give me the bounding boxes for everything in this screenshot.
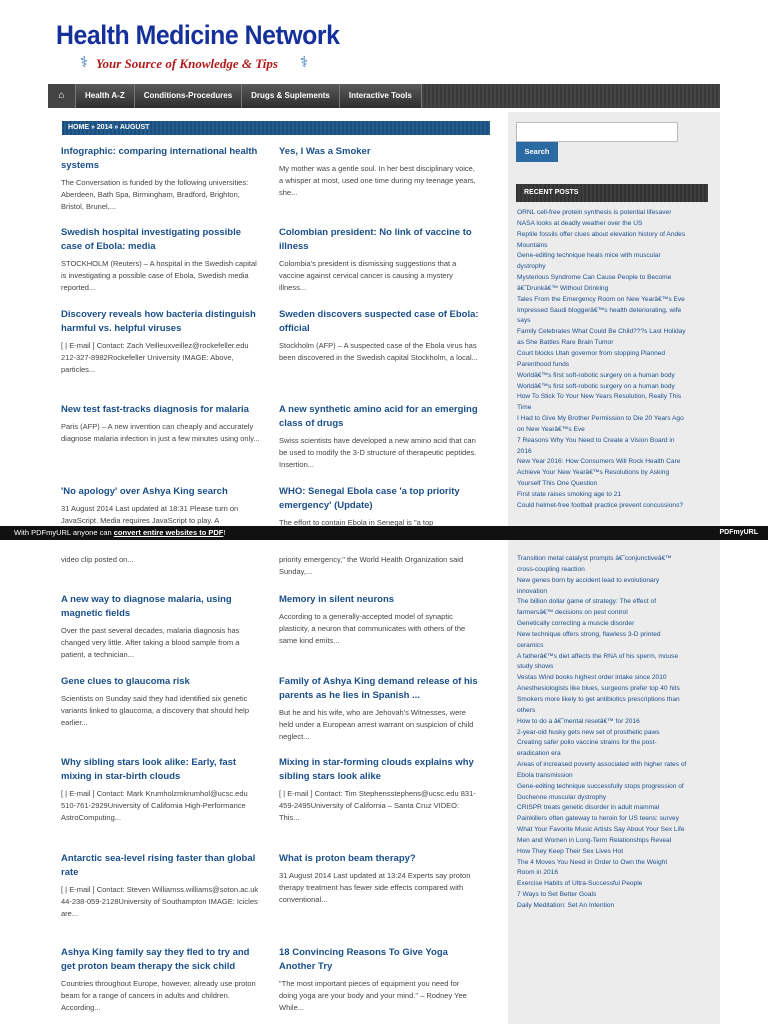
article-item [61,675,261,730]
article-item [61,756,261,825]
recent-post-link[interactable]: Genetically correcting a muscle disorder [517,620,635,628]
recent-post-link[interactable]: Time [517,404,532,412]
nav-interactive-tools[interactable]: Interactive Tools [340,84,422,108]
article-excerpt: [ | E-mail ] Contact: Tim Stephensstephens@ucsc.edu 831-459-2495University of California – Santa Cruz VIDEO: This... [279,789,476,823]
recent-post-link[interactable]: ORNL cell-free protein synthesis is potential lifesaver [517,209,672,216]
recent-post-link[interactable]: Vestas Wind books highest order intake since 2010 [517,674,667,682]
recent-post-link[interactable]: The billion dollar game of strategy: The effect of [517,598,657,606]
article-title[interactable]: Yes, I Was a Smoker [279,146,371,157]
pdfmyurl-banner [0,526,768,540]
article-item [279,145,479,200]
article-item [279,675,479,744]
article-excerpt: Scientists on Sunday said they had identified six genetic variants linked to glaucoma, a discovery that should help earlier... [61,694,250,728]
caduceus-icon: ⚕ [300,53,309,71]
nav-spacer [422,84,720,108]
article-item [279,308,479,364]
article-item [279,756,479,825]
article-excerpt: [ | E-mail ] Contact: Mark Krumholzmkrumhol@ucsc.edu 510-761-2929University of California High-Performance AstroComputing... [61,789,248,823]
article-excerpt: STOCKHOLM (Reuters) – A hospital in the Swedish capital is investigating a possible case of Ebola, Swedish media reported... [61,259,257,293]
article-title[interactable]: WHO: Senegal Ebola case 'a top priority emergency' (Update) [279,486,460,511]
recent-post-link[interactable]: First state raises smoking age to 21 [517,490,622,498]
recent-post-link[interactable]: Worldâ€™s first soft-robotic surgery on a human body [517,371,675,379]
article-excerpt: [ | E-mail ] Contact: Steven Williamss.williams@soton.ac.uk 44-238-059-2128University of Southampton IMAGE: Icicles are... [61,885,259,919]
main-nav [48,84,720,108]
article-excerpt: [ | E-mail ] Contact: Zach Veilleuxveillez@rockefeller.edu 212-327-8982Rockefeller University IMAGE: Above, particles... [61,341,249,375]
recent-post-link[interactable]: Gene-editing technique heals mice with muscular [517,252,661,260]
recent-post-link[interactable]: â€˜Drunkâ€™ Without Drinking [517,284,609,292]
article-excerpt: Paris (AFP) – A new invention can cheaply and accurately diagnose malaria infection in just a few minutes using only... [61,422,260,444]
recent-post-link[interactable]: Room in 2016 [517,869,559,877]
pdfmyurl-logo[interactable]: PDFmyURL [719,529,758,536]
article-title[interactable]: What is proton beam therapy? [279,853,416,864]
recent-post-link[interactable]: Tales From the Emergency Room on New Yearâ€™s Eve [517,295,685,303]
recent-post-link[interactable]: Areas of increased poverty associated with higher rates of [517,761,687,769]
recent-post-link[interactable]: 7 Ways to Set Better Goals [517,891,597,899]
recent-post-link[interactable]: Yourself This One Question [517,480,598,488]
caduceus-icon: ⚕ [80,53,89,71]
recent-post-link[interactable]: says [517,317,531,325]
article-excerpt: My mother was a gentle soul. In her best disciplinary voice, a whisper at most, used one time during my teenage years, she... [279,164,476,198]
recent-post-link[interactable]: Worldâ€™s first soft-robotic surgery on a human body [517,382,675,390]
nav-drugs-suplements[interactable]: Drugs & Suplements [242,84,340,108]
article-item [279,403,479,472]
recent-post-link[interactable]: New genes born by accident lead to evolutionary [517,576,660,584]
site-title[interactable]: Health Medicine Network [56,20,340,50]
recent-post-link[interactable]: Achieve Your New Yearâ€™s Resolutions by Asking [517,469,670,477]
article-item [279,593,479,648]
article-excerpt: Swiss scientists have developed a new amino acid that can be used to modify the 3-D structure of therapeutic peptides. Insertion... [279,436,477,470]
article-title[interactable]: Why sibling stars look alike: Early, fast mixing in star-birth clouds [61,757,237,782]
recent-post-link[interactable]: Court blocks Utah governor from stopping Planned [517,349,666,357]
article-item [61,485,261,526]
search-button[interactable]: Search [516,142,558,162]
recent-post-link[interactable]: innovation [517,587,548,595]
article-title[interactable]: A new way to diagnose malaria, using magnetic fields [61,594,232,619]
article-title[interactable]: A new synthetic amino acid for an emerging class of drugs [279,404,478,429]
article-excerpt: The effort to contain Ebola in Senegal is "a top [279,518,434,526]
article-excerpt: The Conversation is funded by the following universities: Aberdeen, Bath Spa, Birmingham, Bradford, Brighton, Bristol, Brunel,... [61,178,249,212]
article-title[interactable]: Ashya King family say they fled to try and get proton beam therapy the sick child [61,947,250,972]
article-title[interactable]: Sweden discovers suspected case of Ebola: official [279,309,479,334]
recent-post-link[interactable]: NASA looks at deadly weather over the US [517,219,643,227]
recent-posts-heading: RECENT POSTS [516,184,708,202]
recent-post-link[interactable]: Transition metal catalyst prompts â€˜conjunctiveâ€™ [517,555,672,562]
article-excerpt: Countries throughout Europe, however, already use proton beam for a range of cancers in adults and children. According... [61,979,256,1013]
recent-post-link[interactable]: New technique offers strong, flawless 3-D printed [517,630,661,638]
article-title[interactable]: Family of Ashya King demand release of his parents as he lies in Spanish ... [279,676,478,701]
recent-post-link[interactable]: Men and Women in Long-Term Relationships Reveal [517,836,672,844]
recent-post-link[interactable]: Mysterious Syndrome Can Cause People to Become [517,274,672,282]
site-header [0,0,768,84]
article-item [279,946,479,1024]
article-item [61,852,261,921]
recent-post-link[interactable]: Mountains [517,241,548,249]
recent-post-link[interactable]: The 4 Moves You Need in Order to Own the Weight [517,858,668,866]
article-item [279,226,479,295]
recent-post-link[interactable]: Impressed Saudi bloggerâ€™s health deteriorating, wife [517,306,682,314]
recent-post-link[interactable]: 2016 [517,447,532,455]
recent-post-link[interactable]: dystrophy [517,263,546,271]
recent-post-link[interactable]: Smokers more likely to get antibiotics prescriptions than [517,695,680,703]
recent-post-link[interactable]: Could helmet-free football practice prevent concussions? [517,501,684,509]
recent-post-link[interactable]: others [517,706,536,714]
recent-post-link[interactable]: study shows [517,663,554,671]
article-excerpt: priority emergency," the World Health Organization said Sunday,... [279,555,464,577]
recent-post-link[interactable]: on New Yearâ€™s Eve [517,425,585,433]
article-title[interactable]: Antarctic sea-level rising faster than global rate [61,853,256,878]
article-title[interactable]: Memory in silent neurons [279,594,395,605]
recent-posts-list-continued [517,554,713,912]
nav-home[interactable] [48,84,76,108]
article-title[interactable]: 'No apology' over Ashya King search [61,486,228,497]
recent-posts-list [517,208,713,512]
recent-post-link[interactable]: ceramics [517,641,544,649]
recent-post-link[interactable]: eradication era [517,750,561,758]
recent-post-link[interactable]: Painkillers often gateway to heroin for US teens: survey [517,815,679,823]
article-excerpt: video clip posted on... [61,555,134,564]
article-excerpt: Stockholm (AFP) – A suspected case of the Ebola virus has been discovered in the Swedish capital Stockholm, a local... [279,341,478,363]
nav-conditions-procedures[interactable]: Conditions-Procedures [135,84,242,108]
search-input[interactable] [516,122,678,142]
recent-post-link[interactable]: Anesthesiologists like blues, surgeons prefer top 40 hits [517,685,680,693]
recent-post-link[interactable]: Parenthood funds [517,360,570,368]
article-item [61,308,261,377]
article-continued [61,554,261,566]
recent-post-link[interactable]: CRISPR treats genetic disorder in adult mammal [517,804,660,812]
recent-post-link[interactable]: New Year 2016: How Consumers Will Rock Health Care [517,458,681,466]
sidebar [508,112,720,1024]
home-icon: ⌂ [58,90,65,101]
recent-post-link[interactable]: Creating safer polio vaccine strains for the post- [517,739,657,747]
article-item [279,485,479,526]
recent-post-link[interactable]: Ebola transmission [517,771,573,779]
recent-post-link[interactable]: Exercise Habits of Ultra-Successful People [517,880,643,888]
site-tagline: Your Source of Knowledge & Tips [96,56,278,71]
recent-post-link[interactable]: Reptile fossils offer clues about elevation history of Andes [517,230,686,238]
recent-post-link[interactable]: Gene-editing technique successfully stops progression of [517,782,684,790]
recent-post-link[interactable]: Daily Meditation: Set An Intention [517,902,615,909]
article-excerpt: 31 August 2014 Last updated at 13:24 Experts say proton therapy treatment has fewer side effects compared with conventional... [279,871,471,905]
recent-post-link[interactable]: cross-coupling reaction [517,565,585,573]
article-title[interactable]: Infographic: comparing international health systems [61,146,258,171]
recent-post-link[interactable]: as She Battles Rare Brain Tumor [517,339,614,347]
article-item [279,852,479,907]
recent-post-link[interactable]: Duchenne muscular dystrophy [517,793,607,801]
article-item [61,145,261,214]
article-excerpt: According to a generally-accepted model of synaptic plasticity, a neuron that communicates with others of the same kind emits... [279,612,466,646]
article-title[interactable]: Mixing in star-forming clouds explains why sibling stars look alike [279,757,474,782]
article-item [61,946,261,1024]
pdf-banner-suffix: ! [223,528,226,537]
article-item [61,226,261,295]
recent-post-link[interactable]: How They Keep Their Sex Lives Hot [517,847,624,855]
recent-post-link[interactable]: Family Celebrates What Could Be Child???s Last Holiday [517,328,686,336]
convert-websites-link[interactable]: convert entire websites to PDF [113,528,224,537]
article-excerpt: Over the past several decades, malaria diagnosis has changed very little. After taking a blood sample from a patient, a technician... [61,626,240,660]
article-title[interactable]: Gene clues to glaucoma risk [61,676,190,687]
article-excerpt: 31 August 2014 Last updated at 18:31 Please turn on JavaScript. Media requires JavaScript to play. A [61,504,239,526]
article-title[interactable]: Swedish hospital investigating possible case of Ebola: media [61,227,242,252]
article-excerpt: But he and his wife, who are Jehovah's Witnesses, were held under a European arrest warrant on suspicion of child neglect... [279,708,474,742]
article-item [61,593,261,662]
article-title[interactable]: 18 Convincing Reasons To Give Yoga Another Try [279,947,448,972]
recent-post-link[interactable]: 7 Reasons Why You Need to Create a Vision Board in [517,436,675,444]
article-item [61,403,261,445]
recent-post-link[interactable]: 2-year-old husky gets new set of prosthetic paws [517,728,660,736]
article-continued [279,554,479,578]
pdf-banner-prefix: With PDFmyURL anyone can [14,528,114,537]
article-title[interactable]: Discovery reveals how bacteria distinguish harmful vs. helpful viruses [61,309,256,334]
article-title[interactable]: Colombian president: No link of vaccine to illness [279,227,472,252]
nav-health-a-z[interactable]: Health A-Z [76,84,135,108]
recent-post-link[interactable]: I Had to Give My Brother Permission to Die 20 Years Ago [517,415,684,423]
article-title[interactable]: New test fast-tracks diagnosis for malaria [61,404,249,415]
recent-post-link[interactable]: How To Stick To Your New Years Resolution, Really This [517,393,682,401]
article-excerpt: Colombia's president is dismissing suggestions that a vaccine against cervical cancer is causing a mystery illness... [279,259,457,293]
article-excerpt: "The most important pieces of equipment you need for doing yoga are your body and your mind." – Rodney Yee While... [279,979,467,1013]
breadcrumb[interactable]: HOME » 2014 » AUGUST [62,121,490,135]
recent-post-link[interactable]: How to do a â€˜mental resetâ€™ for 2016 [517,717,640,725]
recent-post-link[interactable]: A fatherâ€™s diet affects the RNA of his sperm, mouse [517,652,679,660]
recent-post-link[interactable]: farmersâ€™ decisions on pest control [517,609,628,617]
recent-post-link[interactable]: What Your Favorite Music Artists Say About Your Sex Life [517,826,685,834]
